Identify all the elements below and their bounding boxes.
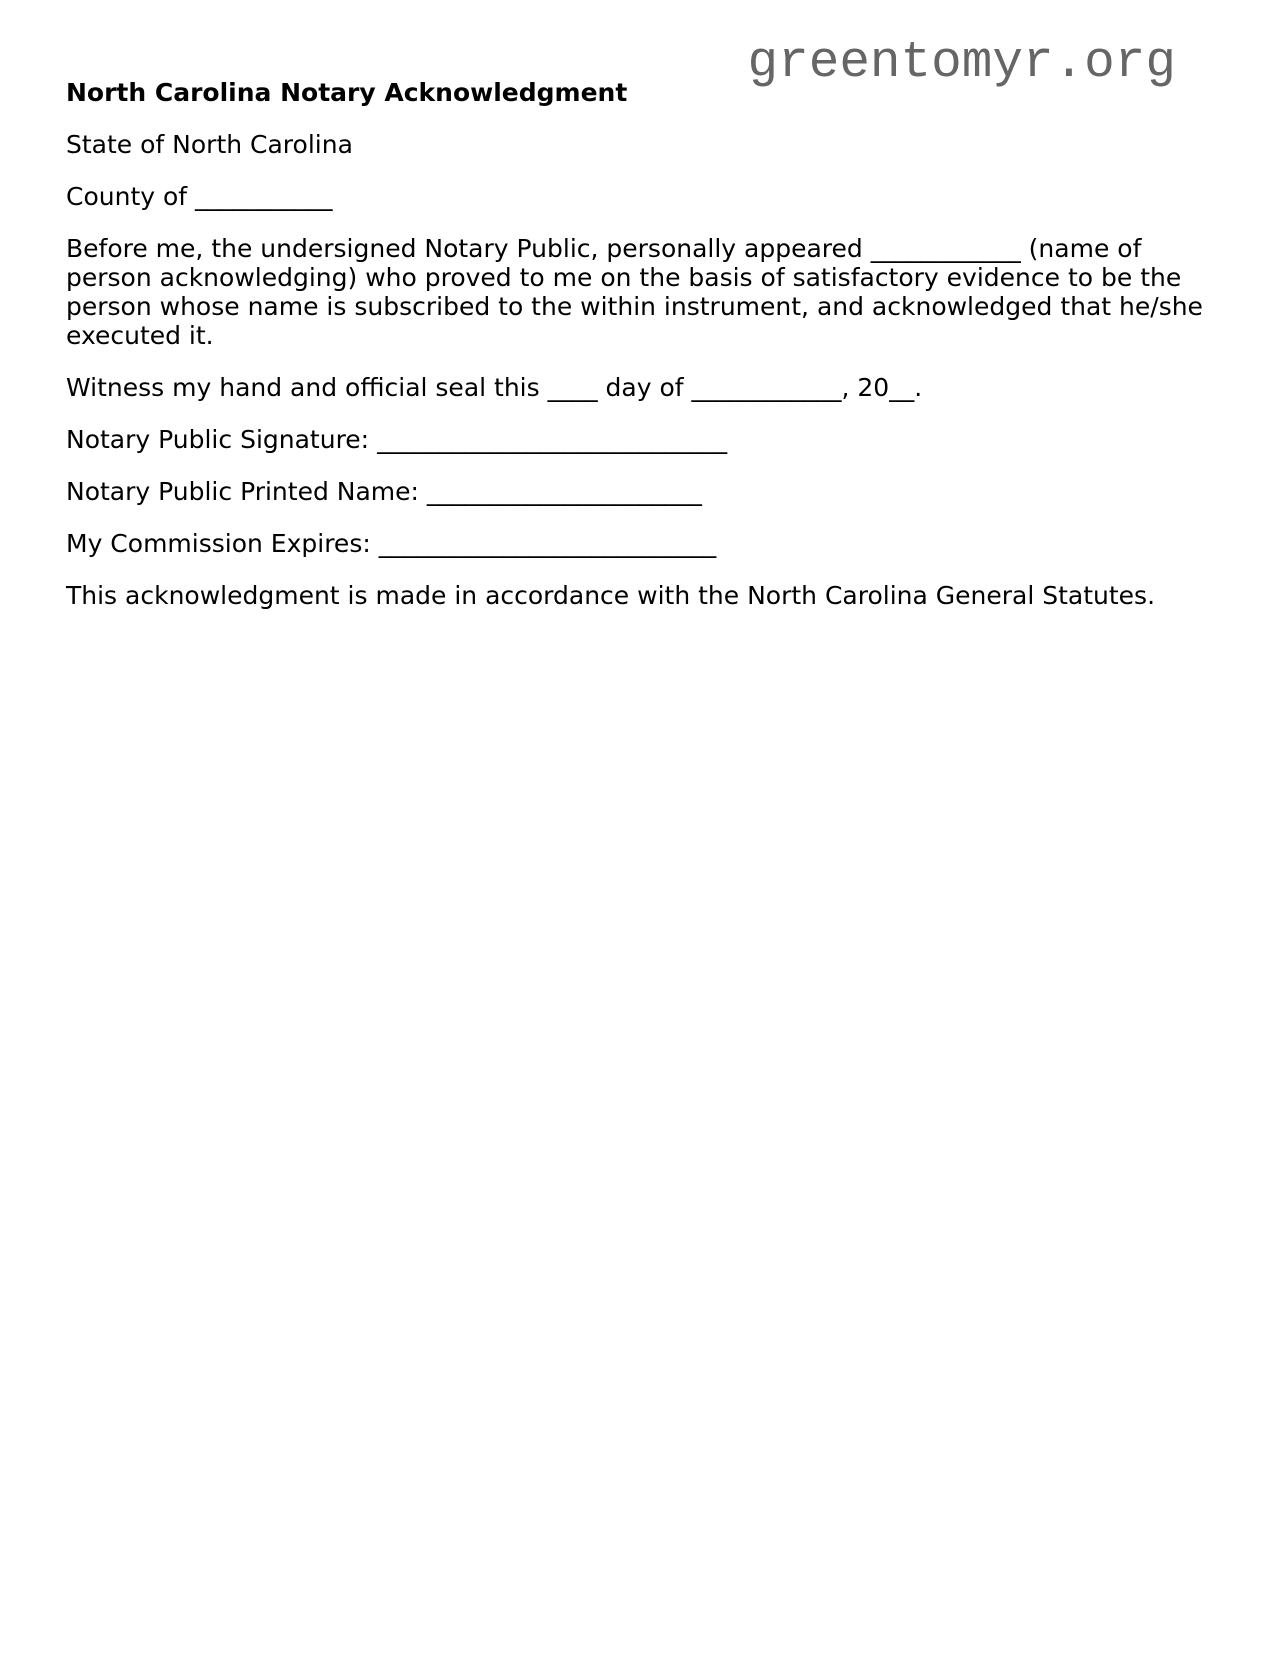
notary-printed-name-field: [66, 477, 1226, 506]
acknowledgment-paragraph: Before me, the undersigned Notary Public, personally appeared ____________ (name of person acknowledging) who proved to me on the basis of satisfactory evidence to be the person whose name is subscribed to the within instrument, and acknowledged that he/she executed it.: [66, 234, 1203, 350]
county-label: County of: [66, 182, 188, 211]
notary-signature-field: [66, 425, 1226, 454]
county-line: [66, 182, 1226, 211]
commission-expires-label: My Commission Expires:: [66, 529, 371, 558]
notary-printed-name-label: Notary Public Printed Name:: [66, 477, 419, 506]
site-watermark: greentomyr.org: [747, 35, 1176, 92]
notary-signature-label: Notary Public Signature:: [66, 425, 370, 454]
closing-statement: This acknowledgment is made in accordance with the North Carolina General Statutes.: [66, 581, 1156, 610]
county-blank: ___________: [195, 182, 333, 211]
state-line: State of North Carolina: [66, 130, 353, 159]
commission-expires-field: [66, 529, 1226, 558]
notary-signature-blank: ____________________________: [377, 425, 728, 454]
document-title: North Carolina Notary Acknowledgment: [66, 78, 628, 107]
witness-line: Witness my hand and official seal this ____ day of ____________, 20__.: [66, 373, 923, 402]
notary-printed-name-blank: ______________________: [426, 477, 702, 506]
commission-expires-blank: ___________________________: [378, 529, 717, 558]
